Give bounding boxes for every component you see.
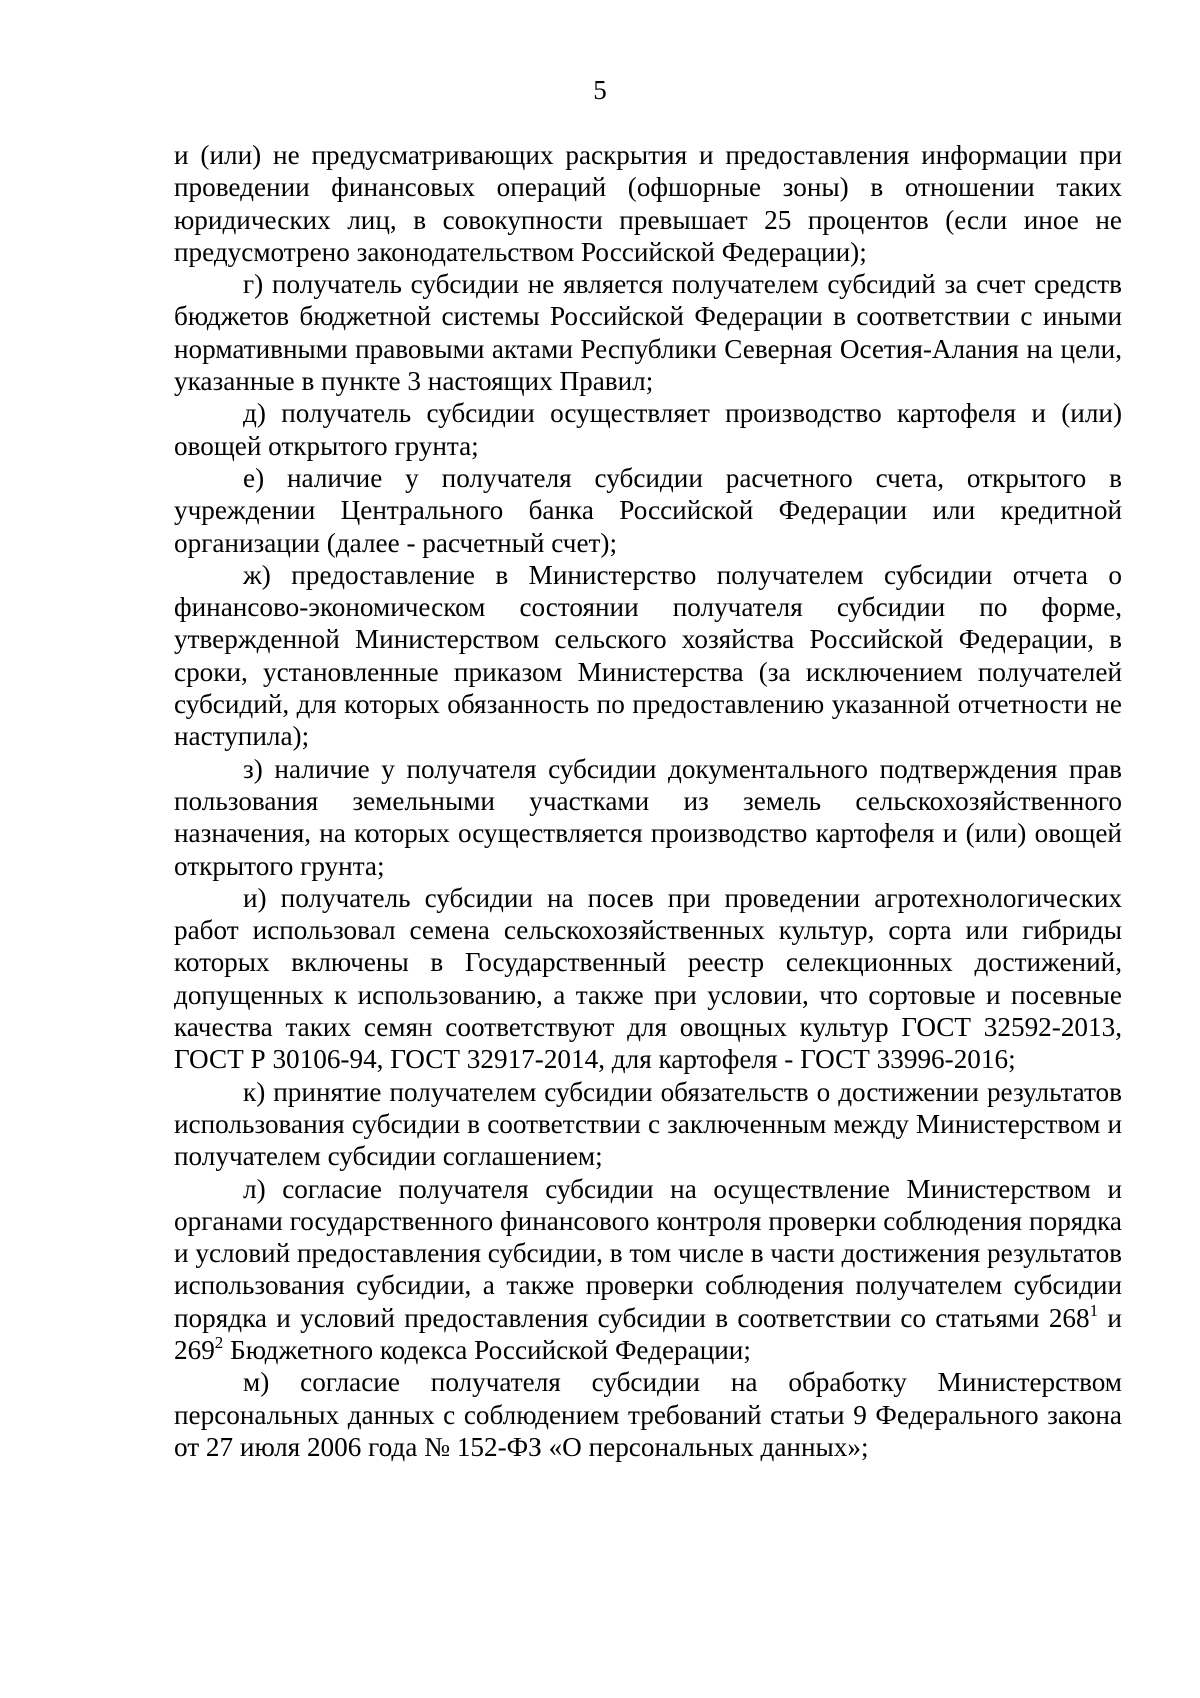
paragraph-item-d: д) получатель субсидии осуществляет производство картофеля и (или) овощей открытого грунта; [174,398,1122,461]
paragraph-item-z: з) наличие у получателя субсидии документального подтверждения прав пользования земельными участками из земель сельскохозяйственного назначения, на которых осуществляется производство картофеля и (или) овощей открытого грунта; [174,753,1122,881]
paragraph-item-l [174,1173,1122,1367]
superscript-article-268: 1 [1089,1300,1099,1320]
paragraph-item-m: м) согласие получателя субсидии на обработку Министерством персональных данных с соблюдением требований статьи 9 Федерального закона от 27 июля 2006 года № 152-ФЗ «О персональных данных»; [174,1367,1122,1462]
superscript-article-269: 2 [214,1332,224,1352]
paragraph-item-l-text-middle: и 269 [174,1302,1122,1365]
paragraph-item-l-text-before: л) согласие получателя субсидии на осуществление Министерством и органами государственного финансового контроля проверки соблюдения порядка и условий предоставления субсидии, в том числе в части достижения результатов использования субсидии, а также проверки соблюдения получателем субсидии порядка и условий предоставления субсидии в соответствии со статьями 268 [174,1173,1122,1333]
document-body [174,139,1122,1463]
paragraph-item-l-text-after: Бюджетного кодекса Российской Федерации; [223,1334,751,1365]
page-number: 5 [593,75,607,105]
paragraph-item-k: к) принятие получателем субсидии обязательств о достижении результатов использования субсидии в соответствии с заключенным между Министерством и получателем субсидии соглашением; [174,1076,1122,1172]
paragraph-item-g: г) получатель субсидии не является получателем субсидий за счет средств бюджетов бюджетной системы Российской Федерации в соответствии с иными нормативными правовыми актами Республики Северная Осетия-Алания на цели, указанные в пункте 3 настоящих Правил; [174,269,1122,397]
paragraph-item-i: и) получатель субсидии на посев при проведении агротехнологических работ использовал семена сельскохозяйственных культур, сорта или гибриды которых включены в Государственный реестр селекционных достижений, допущенных к использованию, а также при условии, что сортовые и посевные качества таких семян соответствуют для овощных культур ГОСТ 32592-2013, ГОСТ Р 30106-94, ГОСТ 32917-2014, для картофеля - ГОСТ 33996-2016; [174,882,1122,1075]
paragraph-continuation: и (или) не предусматривающих раскрытия и предоставления информации при проведении финансовых операций (офшорные зоны) в отношении таких юридических лиц, в совокупности превышает 25 процентов (если иное не предусмотрено законодательством Российской Федерации); [174,140,1122,267]
paragraph-item-zh: ж) предоставление в Министерство получателем субсидии отчета о финансово-экономическом состоянии получателя субсидии по форме, утвержденной Министерством сельского хозяйства Российской Федерации, в сроки, установленные приказом Министерства (за исключением получателей субсидий, для которых обязанность по предоставлению указанной отчетности не наступила); [174,559,1122,752]
paragraph-item-e: е) наличие у получателя субсидии расчетного счета, открытого в учреждении Центрального банка Российской Федерации или кредитной организации (далее - расчетный счет); [174,462,1122,558]
